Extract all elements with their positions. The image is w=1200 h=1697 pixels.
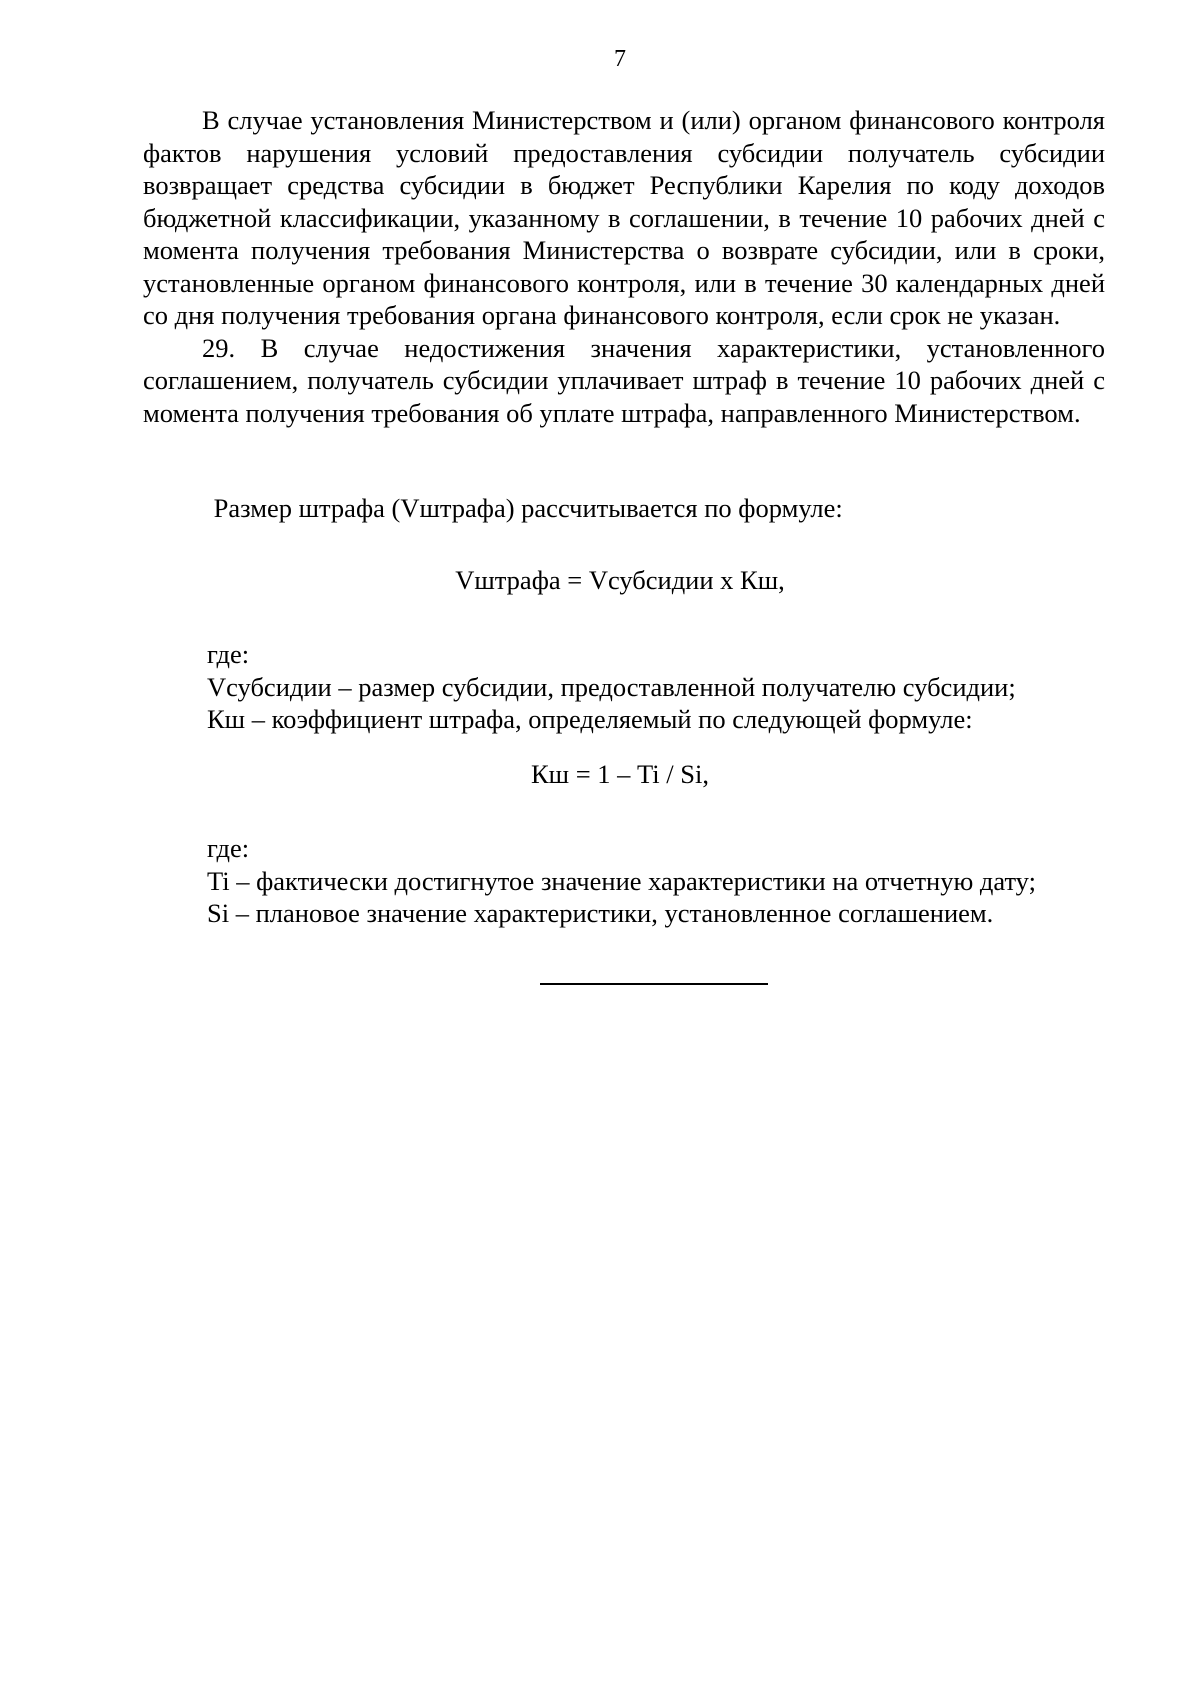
penalty-formula-intro: Размер штрафа (Vштрафа) рассчитывается по формуле:: [207, 493, 843, 523]
paragraph-refund-conditions: В случае установления Министерством и (или) органом финансового контроля фактов нарушения условий предоставления субсидии получатель субсидии возвращает средства субсидии в бюджет Республики Карелия по коду доходов бюджетной классификации, указанному в соглашении, в течение 10 рабочих дней с момента получения требования Министерства о возврате субсидии, или в сроки, установленные органом финансового контроля, или в течение 30 календарных дней со дня получения требования органа финансового контроля, если срок не указан.: [143, 105, 1105, 330]
end-separator-line: [540, 983, 768, 985]
body-text: [143, 104, 1105, 429]
page-number: 7: [614, 46, 626, 72]
where-label-2: где:: [207, 833, 250, 863]
formula-penalty-amount: Vштрафа = Vсубсидии х Кш,: [455, 565, 785, 595]
where-label-1: где:: [207, 639, 250, 669]
paragraph-29-penalty: 29. В случае недостижения значения характеристики, установленного соглашением, получатель субсидии уплачивает штраф в течение 10 рабочих дней с момента получения требования об уплате штрафа, направленного Министерством.: [143, 332, 1105, 428]
definition-v-subsidy: Vсубсидии – размер субсидии, предоставленной получателю субсидии;: [207, 672, 1016, 702]
definition-ti: Ti – фактически достигнутое значение характеристики на отчетную дату;: [207, 866, 1036, 896]
definition-si: Si – плановое значение характеристики, установленное соглашением.: [207, 898, 994, 928]
formula-penalty-coefficient: Кш = 1 – Ti / Si,: [531, 759, 709, 789]
definition-k-penalty: Кш – коэффициент штрафа, определяемый по следующей формуле:: [207, 704, 973, 734]
